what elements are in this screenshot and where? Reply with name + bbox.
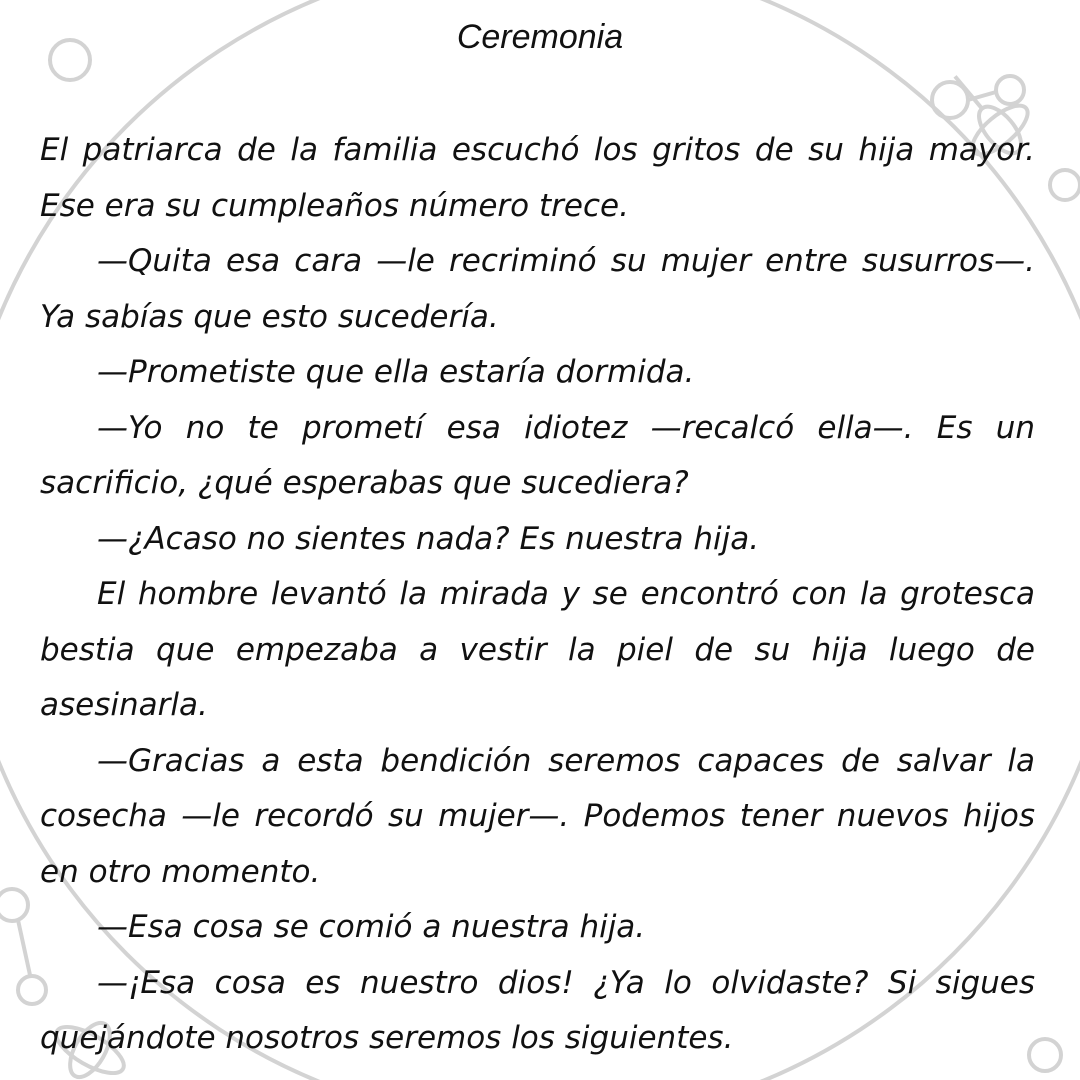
paragraph: —Prometiste que ella estaría dormida. (97, 354, 695, 390)
paragraph: —Yo no te prometí esa idiotez —recalcó ella—. Es un sacrificio, ¿qué esperabas que sucediera? (40, 409, 1035, 501)
paragraph: El patriarca de la familia escuchó los gritos de su hija mayor. Ese era su cumpleaños número trece. (40, 132, 1035, 224)
paragraph: —¿Acaso no sientes nada? Es nuestra hija. (97, 520, 760, 557)
paragraph: El hombre levantó la mirada y se encontró con la grotesca bestia que empezaba a vestir la piel de su hija luego de asesinarla. (40, 576, 1035, 723)
paragraph: —Gracias a esta bendición seremos capaces de salvar la cosecha —le recordó su mujer—. Podemos tener nuevos hijos en otro momento. (40, 742, 1035, 890)
paragraph: —Quita esa cara —le recriminó su mujer entre susurros—. Ya sabías que esto sucedería. (40, 243, 1035, 335)
story-body (40, 123, 1035, 1067)
document-title: Ceremonia (456, 18, 624, 56)
paragraph: —¡Esa cosa es nuestro dios! ¿Ya lo olvidaste? Si sigues quejándote nosotros seremos los siguientes. (40, 964, 1035, 1056)
paragraph: —Esa cosa se comió a nuestra hija. (97, 909, 646, 945)
